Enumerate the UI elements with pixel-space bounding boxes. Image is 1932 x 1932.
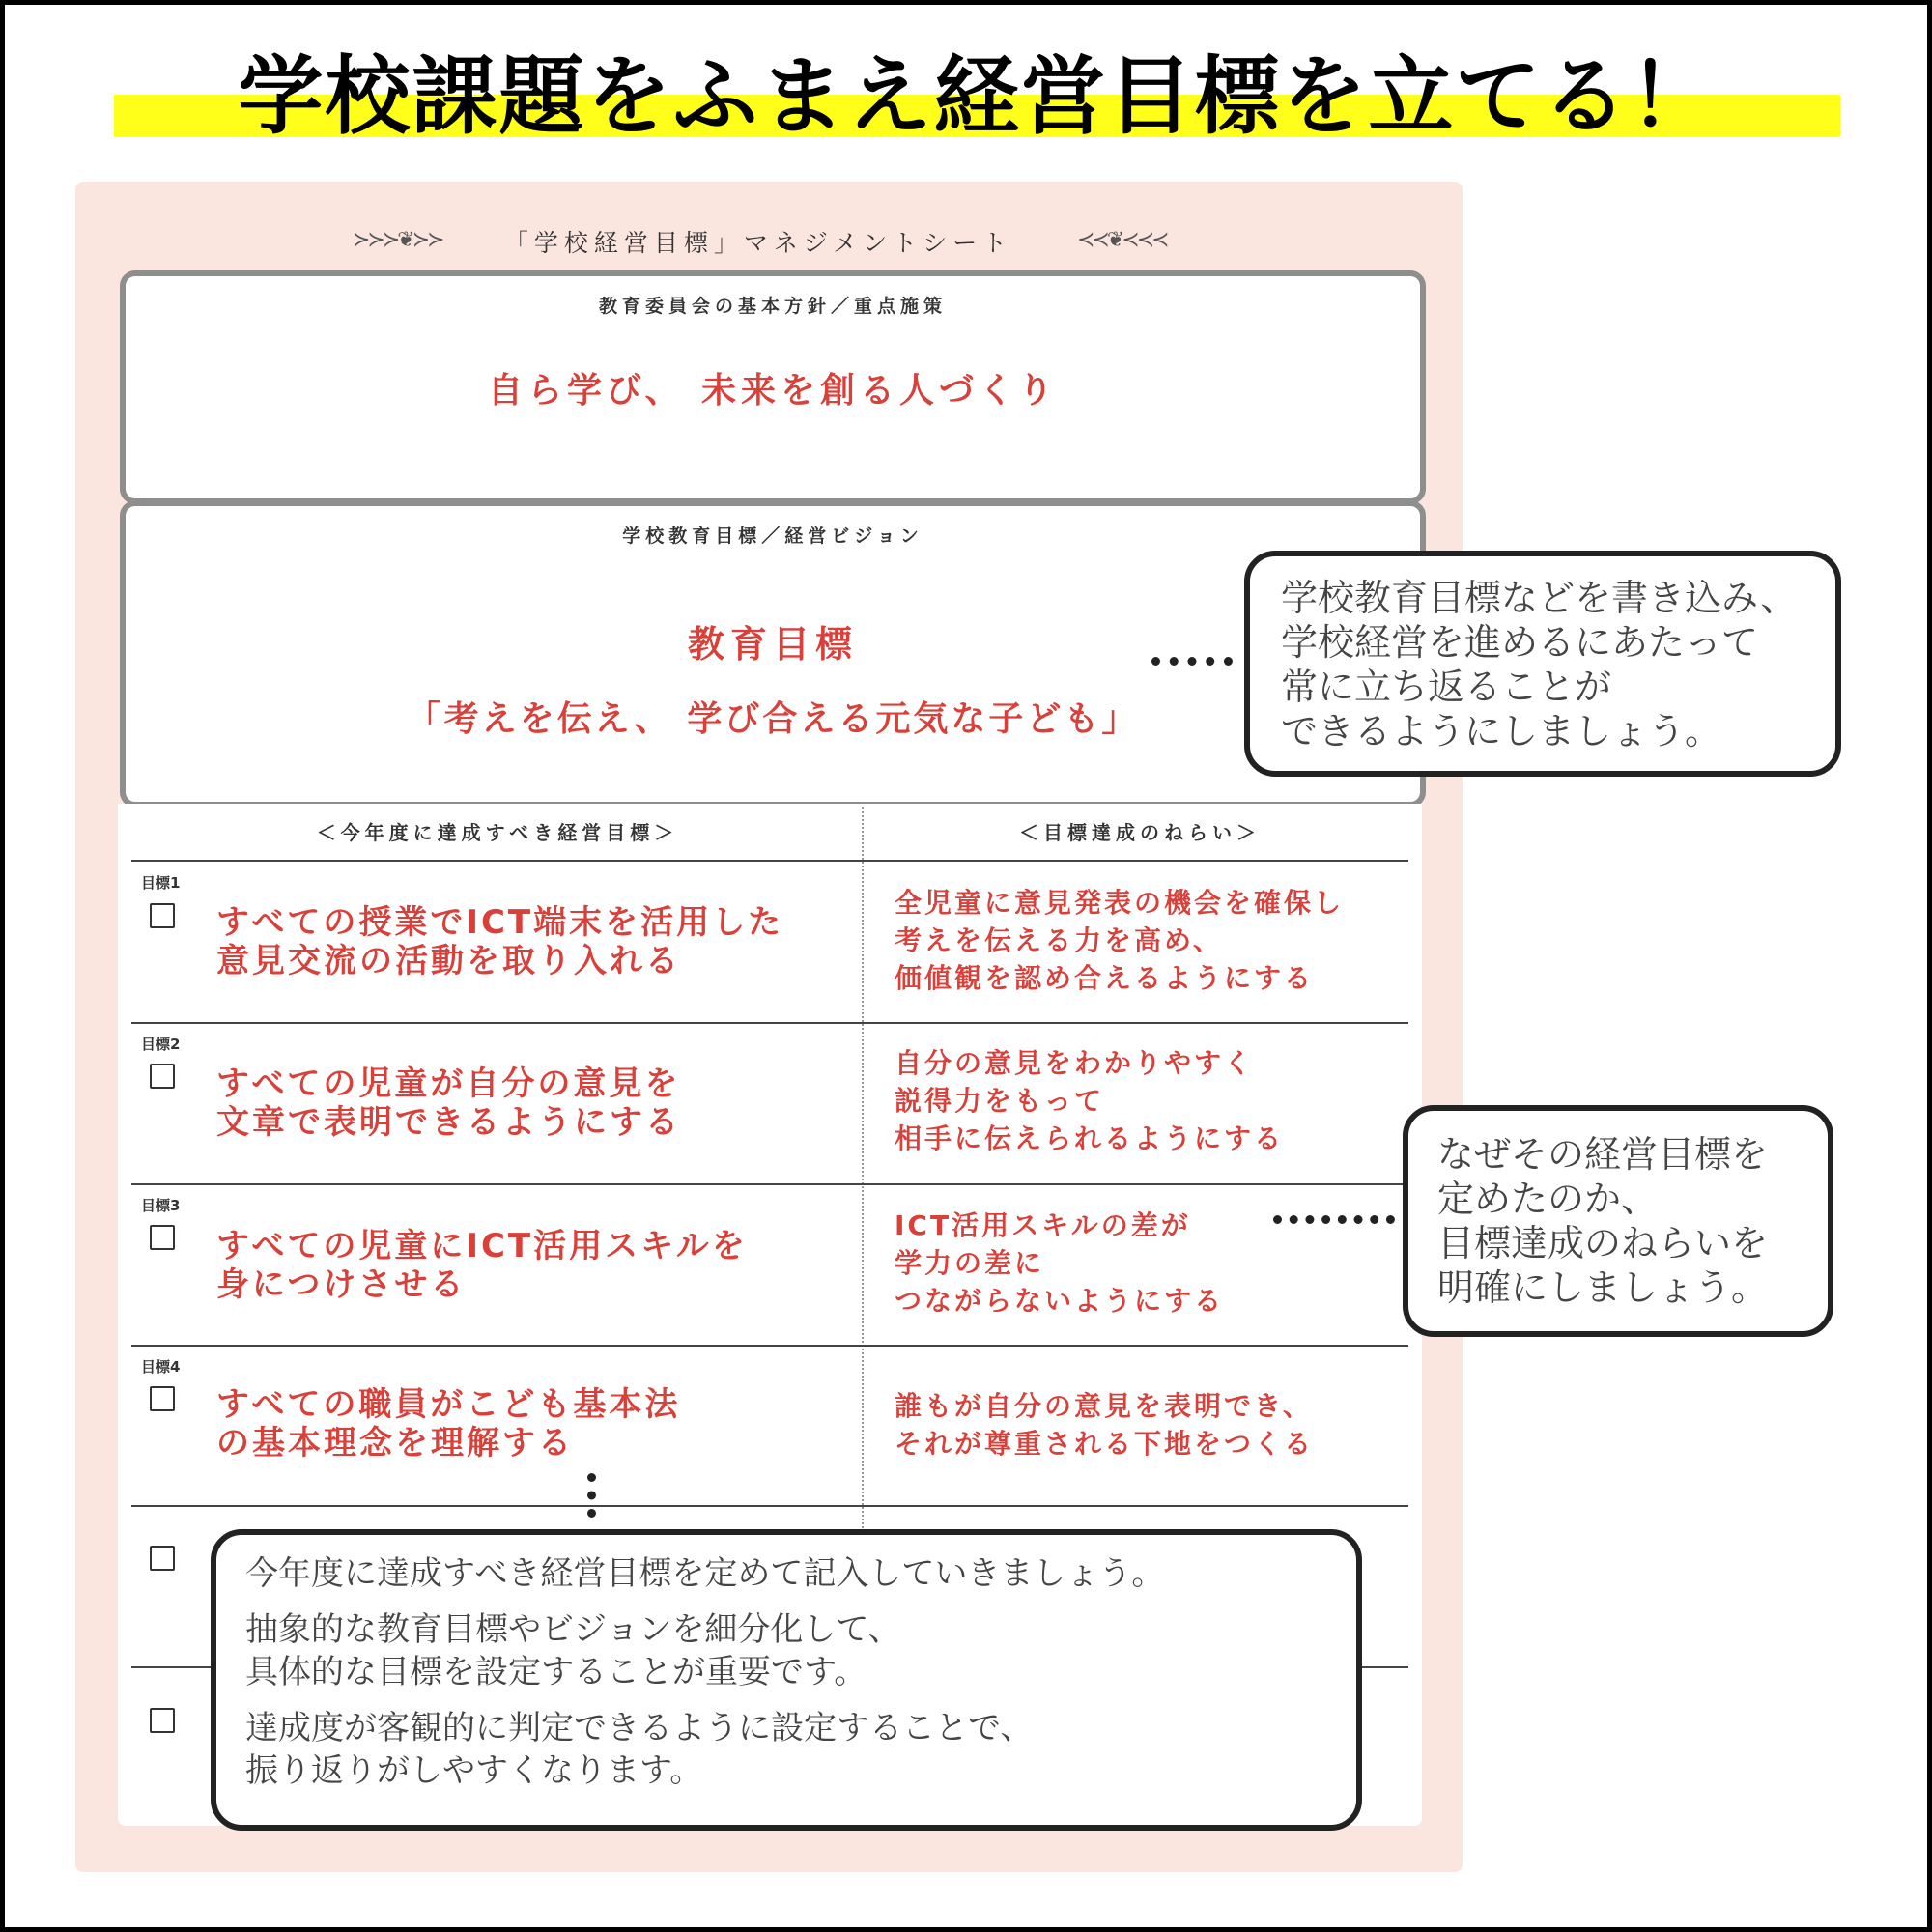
title-text: 学校課題をふまえ経営目標を立てる！ xyxy=(238,46,1717,146)
goals-callout-line: 振り返りがしやすくなります。 xyxy=(245,1751,703,1790)
goal-2-label: 目標2 xyxy=(141,1036,181,1053)
goals-column-header: ＜今年度に達成すべき経営目標＞ xyxy=(316,821,679,844)
vision-box xyxy=(120,500,1426,808)
vision-callout-line: 学校経営を進めるにあたって xyxy=(1281,621,1759,664)
policy-label: 教育委員会の基本方針／重点施策 xyxy=(598,296,947,317)
goal-1-text[interactable]: すべての授業でICT端末を活用した 意見交流の活動を取り入れる xyxy=(216,903,784,980)
row-divider xyxy=(131,1345,1408,1347)
sheet-title: 「学校経営目標」マネジメントシート xyxy=(503,229,1013,257)
vision-callout-line: できるようにしましょう。 xyxy=(1281,710,1722,753)
goals-callout-leader xyxy=(587,1473,596,1518)
goals-callout-line: 抽象的な教育目標やビジョンを細分化して、 xyxy=(245,1610,901,1649)
goal-4-text[interactable]: すべての職員がこども基本法 の基本理念を理解する xyxy=(216,1385,681,1463)
goal-3-label: 目標3 xyxy=(141,1197,181,1214)
vision-heading[interactable]: 教育目標 xyxy=(687,623,858,666)
policy-text[interactable]: 自ら学び、 未来を創る人づくり xyxy=(487,371,1059,411)
goals-callout-line: 具体的な目標を設定することが重要です。 xyxy=(245,1653,867,1691)
aim-3-text[interactable]: ICT活用スキルの差が 学力の差に つながらないようにする xyxy=(895,1209,1225,1317)
goal-4-checkbox[interactable] xyxy=(150,1386,175,1411)
goal-2-text[interactable]: すべての児童が自分の意見を 文章で表明できるようにする xyxy=(216,1065,681,1142)
row-divider xyxy=(131,1183,1408,1185)
aims-callout-leader xyxy=(1273,1215,1395,1224)
goal-1-checkbox[interactable] xyxy=(150,903,175,928)
right-sprig-icon: ≺≺❦≺≺≺ xyxy=(1077,228,1167,252)
goal-2-checkbox[interactable] xyxy=(150,1064,175,1089)
vision-callout-line: 学校教育目標などを書き込み、 xyxy=(1281,577,1798,619)
aim-4-text[interactable]: 誰もが自分の意見を表明でき、 それが尊重される下地をつくる xyxy=(895,1390,1315,1460)
goal-4-label: 目標4 xyxy=(141,1358,181,1376)
goal-3-text[interactable]: すべての児童にICT活用スキルを 身につけさせる xyxy=(216,1227,748,1304)
vision-label: 学校教育目標／経営ビジョン xyxy=(622,526,923,547)
goals-callout-line: 達成度が客観的に判定できるように設定することで、 xyxy=(245,1709,1034,1747)
aims-column-header: ＜目標達成のねらい＞ xyxy=(1019,821,1261,844)
vision-callout-line: 常に立ち返ることが xyxy=(1281,666,1612,708)
goal-3-checkbox[interactable] xyxy=(150,1225,175,1250)
page-title xyxy=(114,48,1840,145)
aims-callout xyxy=(1403,1105,1833,1337)
vision-callout-leader xyxy=(1151,657,1233,666)
row-divider xyxy=(131,860,1408,862)
aims-callout-line: 明確にしましょう。 xyxy=(1437,1266,1769,1309)
vision-text[interactable]: 「考えを伝え、 学び合える元気な子ども」 xyxy=(406,699,1140,739)
left-sprig-icon: ≻≻≻❦≻≻ xyxy=(353,228,442,252)
aims-callout-line: なぜその経営目標を xyxy=(1437,1133,1769,1176)
row-divider xyxy=(131,1505,1408,1507)
aims-callout-line: 定めたのか、 xyxy=(1437,1178,1659,1220)
aim-1-text[interactable]: 全児童に意見発表の機会を確保し 考えを伝える力を高め、 価値観を認め合えるようにする xyxy=(895,887,1345,994)
row-divider xyxy=(131,1022,1408,1024)
goals-callout-line: 今年度に達成すべき経営目標を定めて記入していきましょう。 xyxy=(245,1554,1165,1593)
aim-2-text[interactable]: 自分の意見をわかりやすく 説得力をもって 相手に伝えられるようにする xyxy=(895,1047,1285,1154)
policy-box xyxy=(120,270,1426,504)
aims-callout-line: 目標達成のねらいを xyxy=(1437,1222,1769,1264)
goals-callout xyxy=(211,1529,1362,1831)
goal-5-checkbox[interactable] xyxy=(150,1546,175,1571)
goal-1-label: 目標1 xyxy=(141,874,181,892)
goal-6-checkbox[interactable] xyxy=(150,1708,175,1733)
vision-callout xyxy=(1244,551,1841,777)
